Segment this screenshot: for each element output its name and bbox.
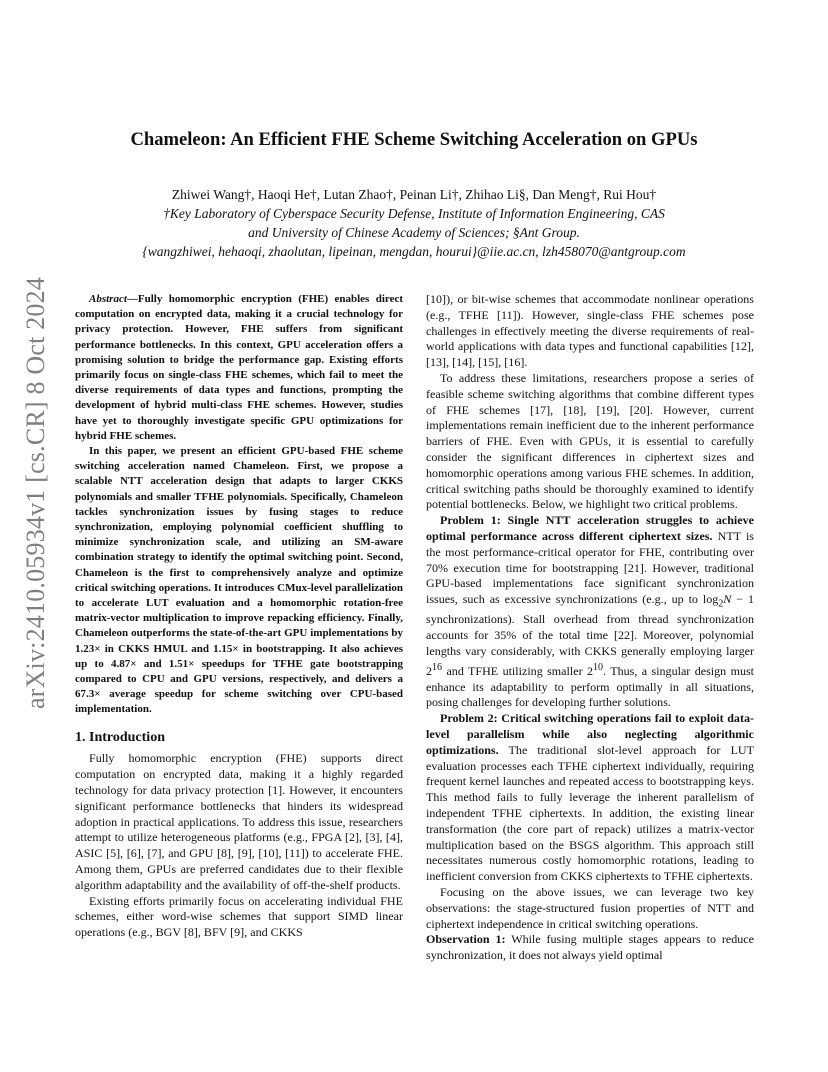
- problem-1-heading: Problem 1: Single NTT acceleration struggles to achieve optimal performance across different ciphertext sizes.: [426, 513, 754, 543]
- intro-paragraph-1: Fully homomorphic encryption (FHE) supports direct computation on encrypted data, making it a highly regarded technology for data privacy protection [1]. However, it encounters significant performance bottlenecks that hinders its widespread adoption in practical applications. To address this issue, researchers attempt to utilize heterogeneous platforms (e.g., FPGA [2], [3], [4], ASIC [5], [6], [7], and GPU [8], [9], [10], [11]) to accelerate FHE. Among them, GPUs are preferred candidates due to their flexible algorithm adaptability and the availability of off-the-shelf products.: [75, 751, 403, 892]
- abstract-paragraph-1: [75, 292, 403, 444]
- intro-paragraph-2: Existing efforts primarily focus on accelerating individual FHE schemes, either word-wise schemes that support SIMD linear operations (e.g., BGV [8], BFV [9], and CKKS: [75, 893, 403, 940]
- observation-1-paragraph: [426, 932, 754, 964]
- section-heading-introduction: 1. Introduction: [75, 729, 165, 745]
- paper-title: Chameleon: An Efficient FHE Scheme Switching Acceleration on GPUs: [130, 129, 698, 150]
- author-list: Zhiwei Wang†, Haoqi He†, Lutan Zhao†, Peinan Li†, Zhihao Li§, Dan Meng†, Rui Hou†: [171, 187, 657, 202]
- arxiv-side-stamp: [14, 276, 58, 709]
- math-exp-10: 10: [593, 661, 604, 673]
- observation-1-text: While fusing multiple stages appears to reduce synchronization, it does not always yield optimal: [426, 932, 754, 963]
- right-paragraph-0: [10]), or bit-wise schemes that accommodate nonlinear operations (e.g., TFHE [11]). However, single-class FHE schemes pose challenges in effectively meeting the diverse requirements of real-world applications with data types and functional capabilities [12], [13], [14], [15], [16].: [426, 292, 754, 370]
- author-emails: {wangzhiwei, hehaoqi, zhaolutan, lipeinan, mengdan, hourui}@iie.ac.cn, lzh458070@antgroup.com: [142, 244, 686, 259]
- arxiv-identifier: arXiv:2410.05934v1 [cs.CR] 8 Oct 2024: [21, 276, 50, 709]
- right-paragraph-4: Focusing on the above issues, we can leverage two key observations: the stage-structured fusion properties of NTT and ciphertext independence in critical switching operations.: [426, 884, 754, 931]
- problem-2-heading: Problem 2: Critical switching operations fail to exploit data-level parallelism while also neglecting algorithmic optimizations.: [426, 711, 754, 757]
- problem-1-text-d: . Thus, a singular design must enhance its adaptability to perform optimally in all situations, posing challenges for developing further solutions.: [426, 663, 754, 710]
- math-N: N: [723, 592, 732, 607]
- problem-1-text-c: and TFHE utilizing smaller: [442, 663, 587, 678]
- affiliation-line-1: †Key Laboratory of Cyberspace Security Defense, Institute of Information Engineering, CAS: [163, 206, 665, 221]
- problem-1-paragraph: [426, 513, 754, 711]
- left-column: [75, 292, 403, 941]
- affiliation-line-2: and University of Chinese Academy of Sciences; §Ant Group.: [248, 225, 580, 240]
- math-exp-16: 16: [432, 661, 443, 673]
- abstract-label: Abstract: [89, 293, 127, 305]
- math-base-2: 2: [586, 663, 594, 678]
- abstract-text-1: —Fully homomorphic encryption (FHE) enables direct computation on encrypted data, making it a crucial technology for privacy protection. However, FHE suffers from significant performance bottlenecks. In this context, GPU acceleration offers a promising solution to bridge the performance gap. Existing efforts primarily focus on single-class FHE schemes, which fail to meet the diverse requirements of data types and functions, prompting the development of hybrid multi-class FHE schemes. However, studies have yet to thoroughly investigate specific GPU optimizations for hybrid FHE schemes.: [75, 293, 403, 442]
- right-column: [426, 292, 754, 964]
- problem-1-text-a: NTT is the most performance-critical operator for FHE, contributing over 70% execution time for bootstrapping [21]. However, traditional GPU-based implementations face significant synchronization issues, such as excessive synchronizations (e.g., up to: [426, 528, 754, 607]
- math-log-base: 2: [718, 598, 724, 610]
- abstract: [75, 292, 403, 718]
- problem-2-paragraph: [426, 711, 754, 885]
- author-block: [0, 185, 828, 261]
- observation-1-heading: Observation 1:: [426, 932, 506, 947]
- right-paragraph-1: To address these limitations, researchers propose a series of feasible scheme switching algorithms that combine different types of FHE schemes [17], [18], [19], [20]. However, current implementations remain inefficient due to the inherent performance barriers of FHE. Even with GPUs, it is essential to carefully consider the significant differences in ciphertext sizes and homomorphic operations among various FHE schemes. In addition, critical switching paths should be thoroughly examined to identify potential bottlenecks. Below, we highlight two critical problems.: [426, 370, 754, 512]
- problem-1-text-b: − 1 synchronizations). Stall overhead from thread synchronization accounts for 35% of the total time [22]. Moreover, polynomial lengths vary considerably, with CKKS generally employing larger: [426, 592, 754, 658]
- problem-2-text: The traditional slot-level approach for LUT evaluation processes each TFHE ciphertext individually, requiring frequent kernel launches and repeated access to bootstrapping keys. This method fails to fully leverage the inherent parallelism of independent TFHE ciphertexts. In addition, the existing linear transformation (the core part of repack) utilizes a matrix-vector multiplication based on the BSGS algorithm. This approach still necessitates numerous costly homomorphic rotations, leading to inefficient conversion from CKKS ciphertexts to TFHE ciphertexts.: [426, 742, 754, 884]
- abstract-paragraph-2: In this paper, we present an efficient GPU-based FHE scheme switching acceleration named Chameleon. First, we propose a scalable NTT acceleration design that adapts to larger CKKS polynomials and smaller TFHE polynomials. Specifically, Chameleon tackles synchronization issues by fusing stages to reduce synchronization, employing polynomial coefficient shuffling to minimize synchronization scale, and utilizing an SM-aware combination strategy to identify the optimal switching point. Second, Chameleon is the first to comprehensively analyze and optimize critical switching operations. It introduces CMux-level parallelization to accelerate LUT evaluation and a homomorphic rotation-free matrix-vector multiplication to improve repacking efficiency. Finally, Chameleon outperforms the state-of-the-art GPU implementations by 1.23× in CKKS HMUL and 1.15× in bootstrapping. It also achieves up to 4.87× and 1.51× speedups for TFHE gate bootstrapping compared to CPU and GPU versions, respectively, and delivers a 67.3× average speedup for scheme switching over CPU-based implementation.: [75, 445, 403, 716]
- math-log: log: [702, 592, 719, 607]
- math-base-1: 2: [426, 663, 433, 678]
